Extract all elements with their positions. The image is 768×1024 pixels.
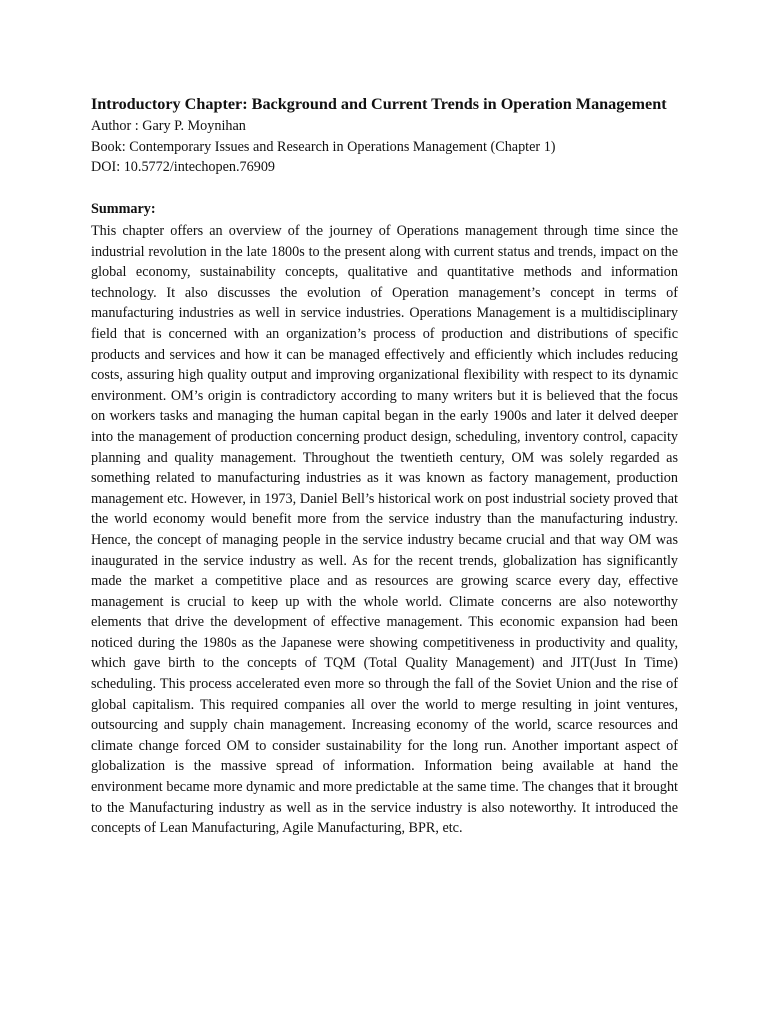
- book-line: Book: Contemporary Issues and Research in Operations Management (Chapter 1): [91, 138, 556, 155]
- document-page: [91, 93, 678, 839]
- summary-heading: Summary:: [91, 200, 156, 217]
- document-title: Introductory Chapter: Background and Current Trends in Operation Management: [91, 95, 667, 113]
- author-line: Author : Gary P. Moynihan: [91, 118, 246, 134]
- summary-text: This chapter offers an overview of the journey of Operations management through time since the industrial revolution in the late 1800s to the present along with current status and trends, impact on the global economy, sustainability concepts, qualitative and quantitative methods and information technology. It also discusses the evolution of Operation management’s concept in terms of manufacturing industries as well in service industries. Operations Management is a multidisciplinary field that is concerned with an organization’s process of production and distributions of specific products and services and how it can be managed effectively and efficiently which includes reducing costs, assuring high quality output and improving organizational flexibility with respect to its dynamic environment. OM’s origin is contradictory according to many writers but it is believed that the focus on workers tasks and managing the human capital began in the early 1900s and later it delved deeper into the management of production concerning product design, scheduling, inventory control, capacity planning and quality management. Throughout the twentieth century, OM was solely regarded as something related to manufacturing industries as it was known as factory management, production management etc. However, in 1973, Daniel Bell’s historical work on post industrial society proved that the world economy would benefit more from the service industry than the manufacturing industry. Hence, the concept of managing people in the service industry became crucial and that way OM was inaugurated in the service industry as well. As for the recent trends, globalization has significantly made the market a competitive place and as resources are growing scarce every day, effective management is crucial to keep up with the whole world. Climate concerns are also noteworthy elements that drive the development of effective management. This economic expansion had been noticed during the 1980s as the Japanese were showing competitiveness in productivity and quality, which gave birth to the concepts of TQM (Total Quality Management) and JIT(Just In Time) scheduling. This process accelerated even more so through the fall of the Soviet Union and the rise of global capitalism. This required companies all over the world to merge resulting in joint ventures, outsourcing and supply chain management. Increasing economy of the world, scarce resources and climate change forced OM to consider sustainability for the long run. Another important aspect of globalization is the massive spread of information. Information being available at hand the environment became more dynamic and more predictable at the same time. The changes that it brought to the Manufacturing industry as well as in the service industry is also noteworthy. It introduced the concepts of Lean Manufacturing, Agile Manufacturing, BPR, etc.: [91, 223, 678, 837]
- doi-line: DOI: 10.5772/intechopen.76909: [91, 159, 276, 175]
